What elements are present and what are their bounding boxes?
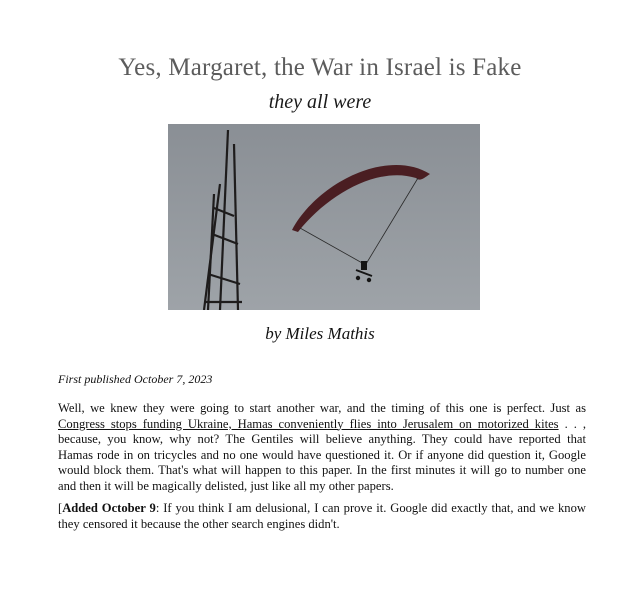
paragraph-line: Hamas rode in on tricycles and no one would have questioned it. Or if anyone did question it, Google <box>58 447 586 462</box>
author-byline: by Miles Mathis <box>265 324 375 343</box>
addendum-paragraph <box>58 501 586 532</box>
paragraph-line: and then it will be magically delisted, just like all my other papers. <box>58 478 394 493</box>
page-title: Yes, Margaret, the War in Israel is Fake <box>118 54 522 81</box>
published-date: First published October 7, 2023 <box>58 372 213 386</box>
paragraph-line: they censored it because the other search engines didn't. <box>58 516 340 531</box>
paragraph-line <box>58 501 586 517</box>
paragraph-line: would block them. That's what will happen to this paper. In the first minutes it will go to number one <box>58 463 586 478</box>
ellipsis-text: . . , <box>564 416 586 431</box>
paragraph-line: Well, we knew they were going to start another war, and the timing of this one is perfect. Just as <box>58 401 586 415</box>
paraglider-photo <box>168 124 480 310</box>
added-date-label: Added October 9 <box>62 501 156 515</box>
intro-paragraph <box>58 401 586 495</box>
paragraph-line <box>58 417 586 433</box>
bracket-text: [ <box>58 501 63 515</box>
addendum-text: : If you think I am delusional, I can prove it. Google did exactly that, and we know <box>155 501 586 515</box>
underlined-text: Congress stops funding Ukraine, Hamas conveniently flies into Jerusalem on motorized kites <box>58 416 559 431</box>
page-subtitle: they all were <box>268 91 372 113</box>
paragraph-line: because, you know, why not? The Gentiles will believe anything. They could have reported that <box>58 432 586 447</box>
